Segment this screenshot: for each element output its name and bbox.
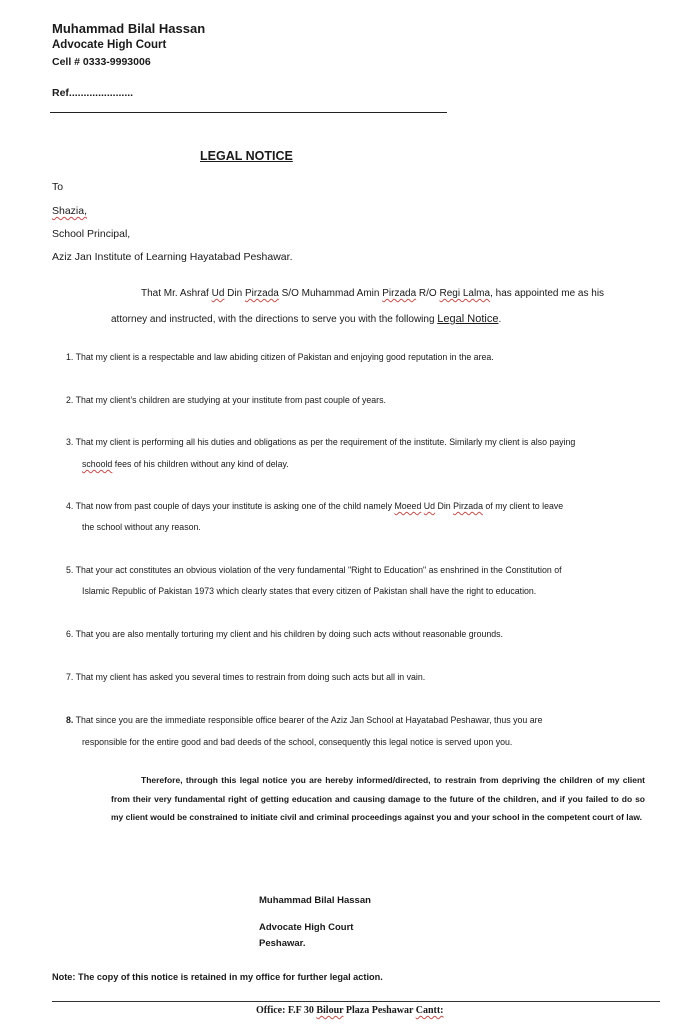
recipient-institute: Aziz Jan Institute of Learning Hayatabad Peshawar. xyxy=(52,251,293,263)
point-7: 7. That my client has asked you several times to restrain from doing such acts but all in vain. xyxy=(66,672,426,682)
recipient-to: To xyxy=(52,181,64,193)
signature-name: Muhammad Bilal Hassan xyxy=(259,895,371,906)
letterhead-cell: Cell # 0333-9993006 xyxy=(52,56,151,68)
notice-title: LEGAL NOTICE xyxy=(200,149,293,163)
intro-line-1: That Mr. Ashraf Ud Din Pirzada S/O Muhammad Amin Pirzada R/O Regi Lalma, has appointed me as his xyxy=(141,288,605,299)
point-4-line-1: 4. That now from past couple of days your institute is asking one of the child namely Moeed Ud Din Pirzada of my client to leave xyxy=(66,501,564,511)
office-address: Office: F.F 30 Bilour Plaza Peshawar Cantt: xyxy=(256,1005,444,1016)
letterhead-name: Muhammad Bilal Hassan xyxy=(52,21,206,36)
point-3-line-2: schoold fees of his children without any kind of delay. xyxy=(82,459,289,469)
point-3-line-1: 3. That my client is performing all his duties and obligations as per the requirement of the institute. Similarly my client is also paying xyxy=(66,437,576,447)
footer-divider xyxy=(52,1001,660,1002)
signature-title: Advocate High Court xyxy=(259,922,354,933)
point-1: 1. That my client is a respectable and law abiding citizen of Pakistan and enjoying good reputation in the area. xyxy=(66,352,494,362)
recipient-name: Shazia, xyxy=(52,205,88,217)
letterhead-title: Advocate High Court xyxy=(52,39,167,51)
signature-city: Peshawar. xyxy=(259,938,306,949)
recipient-position: School Principal, xyxy=(52,228,131,240)
header-divider xyxy=(50,112,447,113)
point-6: 6. That you are also mentally torturing my client and his children by doing such acts without reasonable grounds. xyxy=(66,629,503,639)
point-5-line-1: 5. That your act constitutes an obvious violation of the very fundamental "Right to Education" as enshrined in the Constitution of xyxy=(66,565,562,575)
point-2: 2. That my client’s children are studying at your institute from past couple of years. xyxy=(66,395,386,405)
intro-line-2: attorney and instructed, with the directions to serve you with the following Legal Notice. xyxy=(111,313,502,325)
conclusion-paragraph: Therefore, through this legal notice you are hereby informed/directed, to restrain from depriving the children of my client from their very fundamental right of getting education and causing damage to the future of the children, and if you failed to do so my client would be constrained to initiate civil and criminal proceedings against you and your school in the competent court of law. xyxy=(111,775,645,822)
point-8-line-1: 8. That since you are the immediate responsible office bearer of the Aziz Jan School at Hayatabad Peshawar, thus you are xyxy=(66,715,543,725)
reference-line: Ref...................... xyxy=(52,87,134,99)
point-5-line-2: Islamic Republic of Pakistan 1973 which clearly states that every citizen of Pakistan shall have the right to education. xyxy=(82,586,537,596)
point-4-line-2: the school without any reason. xyxy=(82,522,201,532)
retention-note: Note: The copy of this notice is retained in my office for further legal action. xyxy=(52,972,383,982)
point-8-line-2: responsible for the entire good and bad deeds of the school, consequently this legal notice is served upon you. xyxy=(82,737,513,747)
